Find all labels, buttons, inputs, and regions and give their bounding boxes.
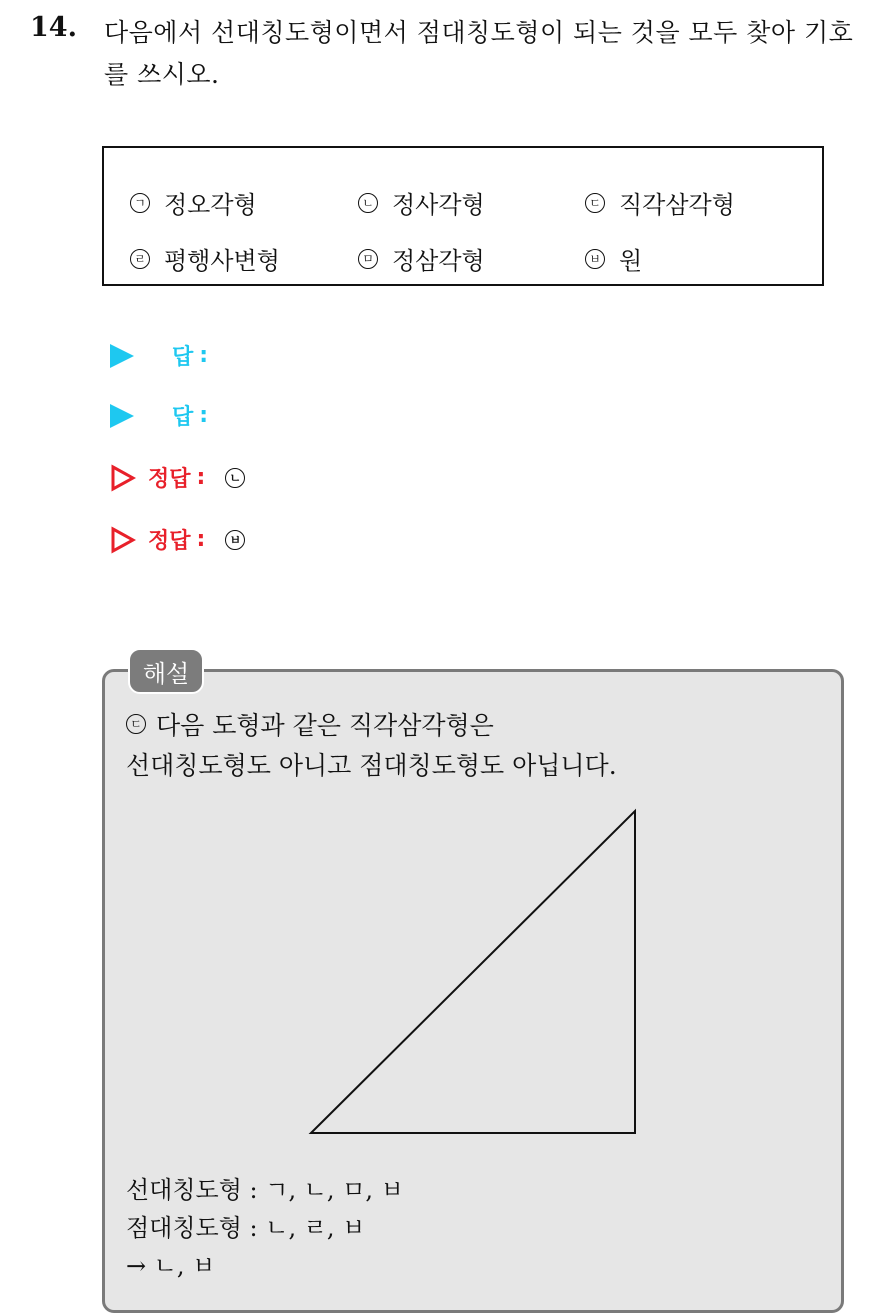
correct-answer-label: 정답 [148, 529, 191, 554]
choice-mark: ㅂ [585, 249, 605, 269]
choice-mark: ㄴ [358, 193, 378, 213]
outline-triangle-icon [110, 526, 136, 554]
choice-label: 평행사변형 [164, 247, 280, 275]
correct-answer-row [110, 524, 245, 555]
choice-label: 정삼각형 [392, 247, 485, 275]
correct-answer-mark: ㄴ [225, 468, 245, 488]
question-number: 14. [30, 12, 77, 43]
explanation-mark: ㄷ [126, 714, 146, 734]
answer-label: 답 [172, 345, 194, 370]
choice-item [585, 185, 735, 220]
choice-item [358, 185, 485, 220]
answer-colon: : [199, 343, 209, 368]
choice-mark: ㄷ [585, 193, 605, 213]
choice-label: 원 [619, 247, 643, 275]
choice-item [130, 241, 280, 276]
answer-colon: : [196, 527, 206, 552]
play-triangle-icon [110, 344, 134, 368]
play-triangle-icon [110, 404, 134, 428]
choice-mark: ㅁ [358, 249, 378, 269]
explanation-line [126, 746, 617, 782]
correct-answer-mark: ㅂ [225, 530, 245, 550]
summary-line: 선대칭도형 : ㄱ, ㄴ, ㅁ, ㅂ [126, 1176, 404, 1204]
choice-item [585, 241, 642, 276]
choice-label: 정사각형 [392, 191, 485, 219]
choice-item [358, 241, 485, 276]
explanation-text: 다음 도형과 같은 직각삼각형은 [156, 711, 494, 740]
choice-mark: ㄹ [130, 249, 150, 269]
answer-colon: : [199, 403, 209, 428]
answer-label: 답 [172, 405, 194, 430]
choice-item [130, 185, 257, 220]
right-triangle-figure [300, 800, 650, 1140]
explanation-text: 선대칭도형도 아니고 점대칭도형도 아닙니다. [126, 751, 617, 780]
summary-line: 점대칭도형 : ㄴ, ㄹ, ㅂ [126, 1214, 366, 1242]
answer-row [110, 400, 208, 431]
explanation-line [126, 706, 494, 742]
correct-answer-row [110, 462, 245, 493]
answer-colon: : [196, 465, 206, 490]
outline-triangle-icon [110, 464, 136, 492]
choice-label: 정오각형 [164, 191, 257, 219]
summary-line: → ㄴ, ㅂ [126, 1252, 216, 1280]
choice-label: 직각삼각형 [619, 191, 735, 219]
correct-answer-label: 정답 [148, 467, 191, 492]
choice-mark: ㄱ [130, 193, 150, 213]
answer-row [110, 340, 208, 371]
explanation-tag: 해설 [128, 648, 204, 694]
question-text: 다음에서 선대칭도형이면서 점대칭도형이 되는 것을 모두 찾아 기호를 쓰시오. [104, 18, 854, 89]
